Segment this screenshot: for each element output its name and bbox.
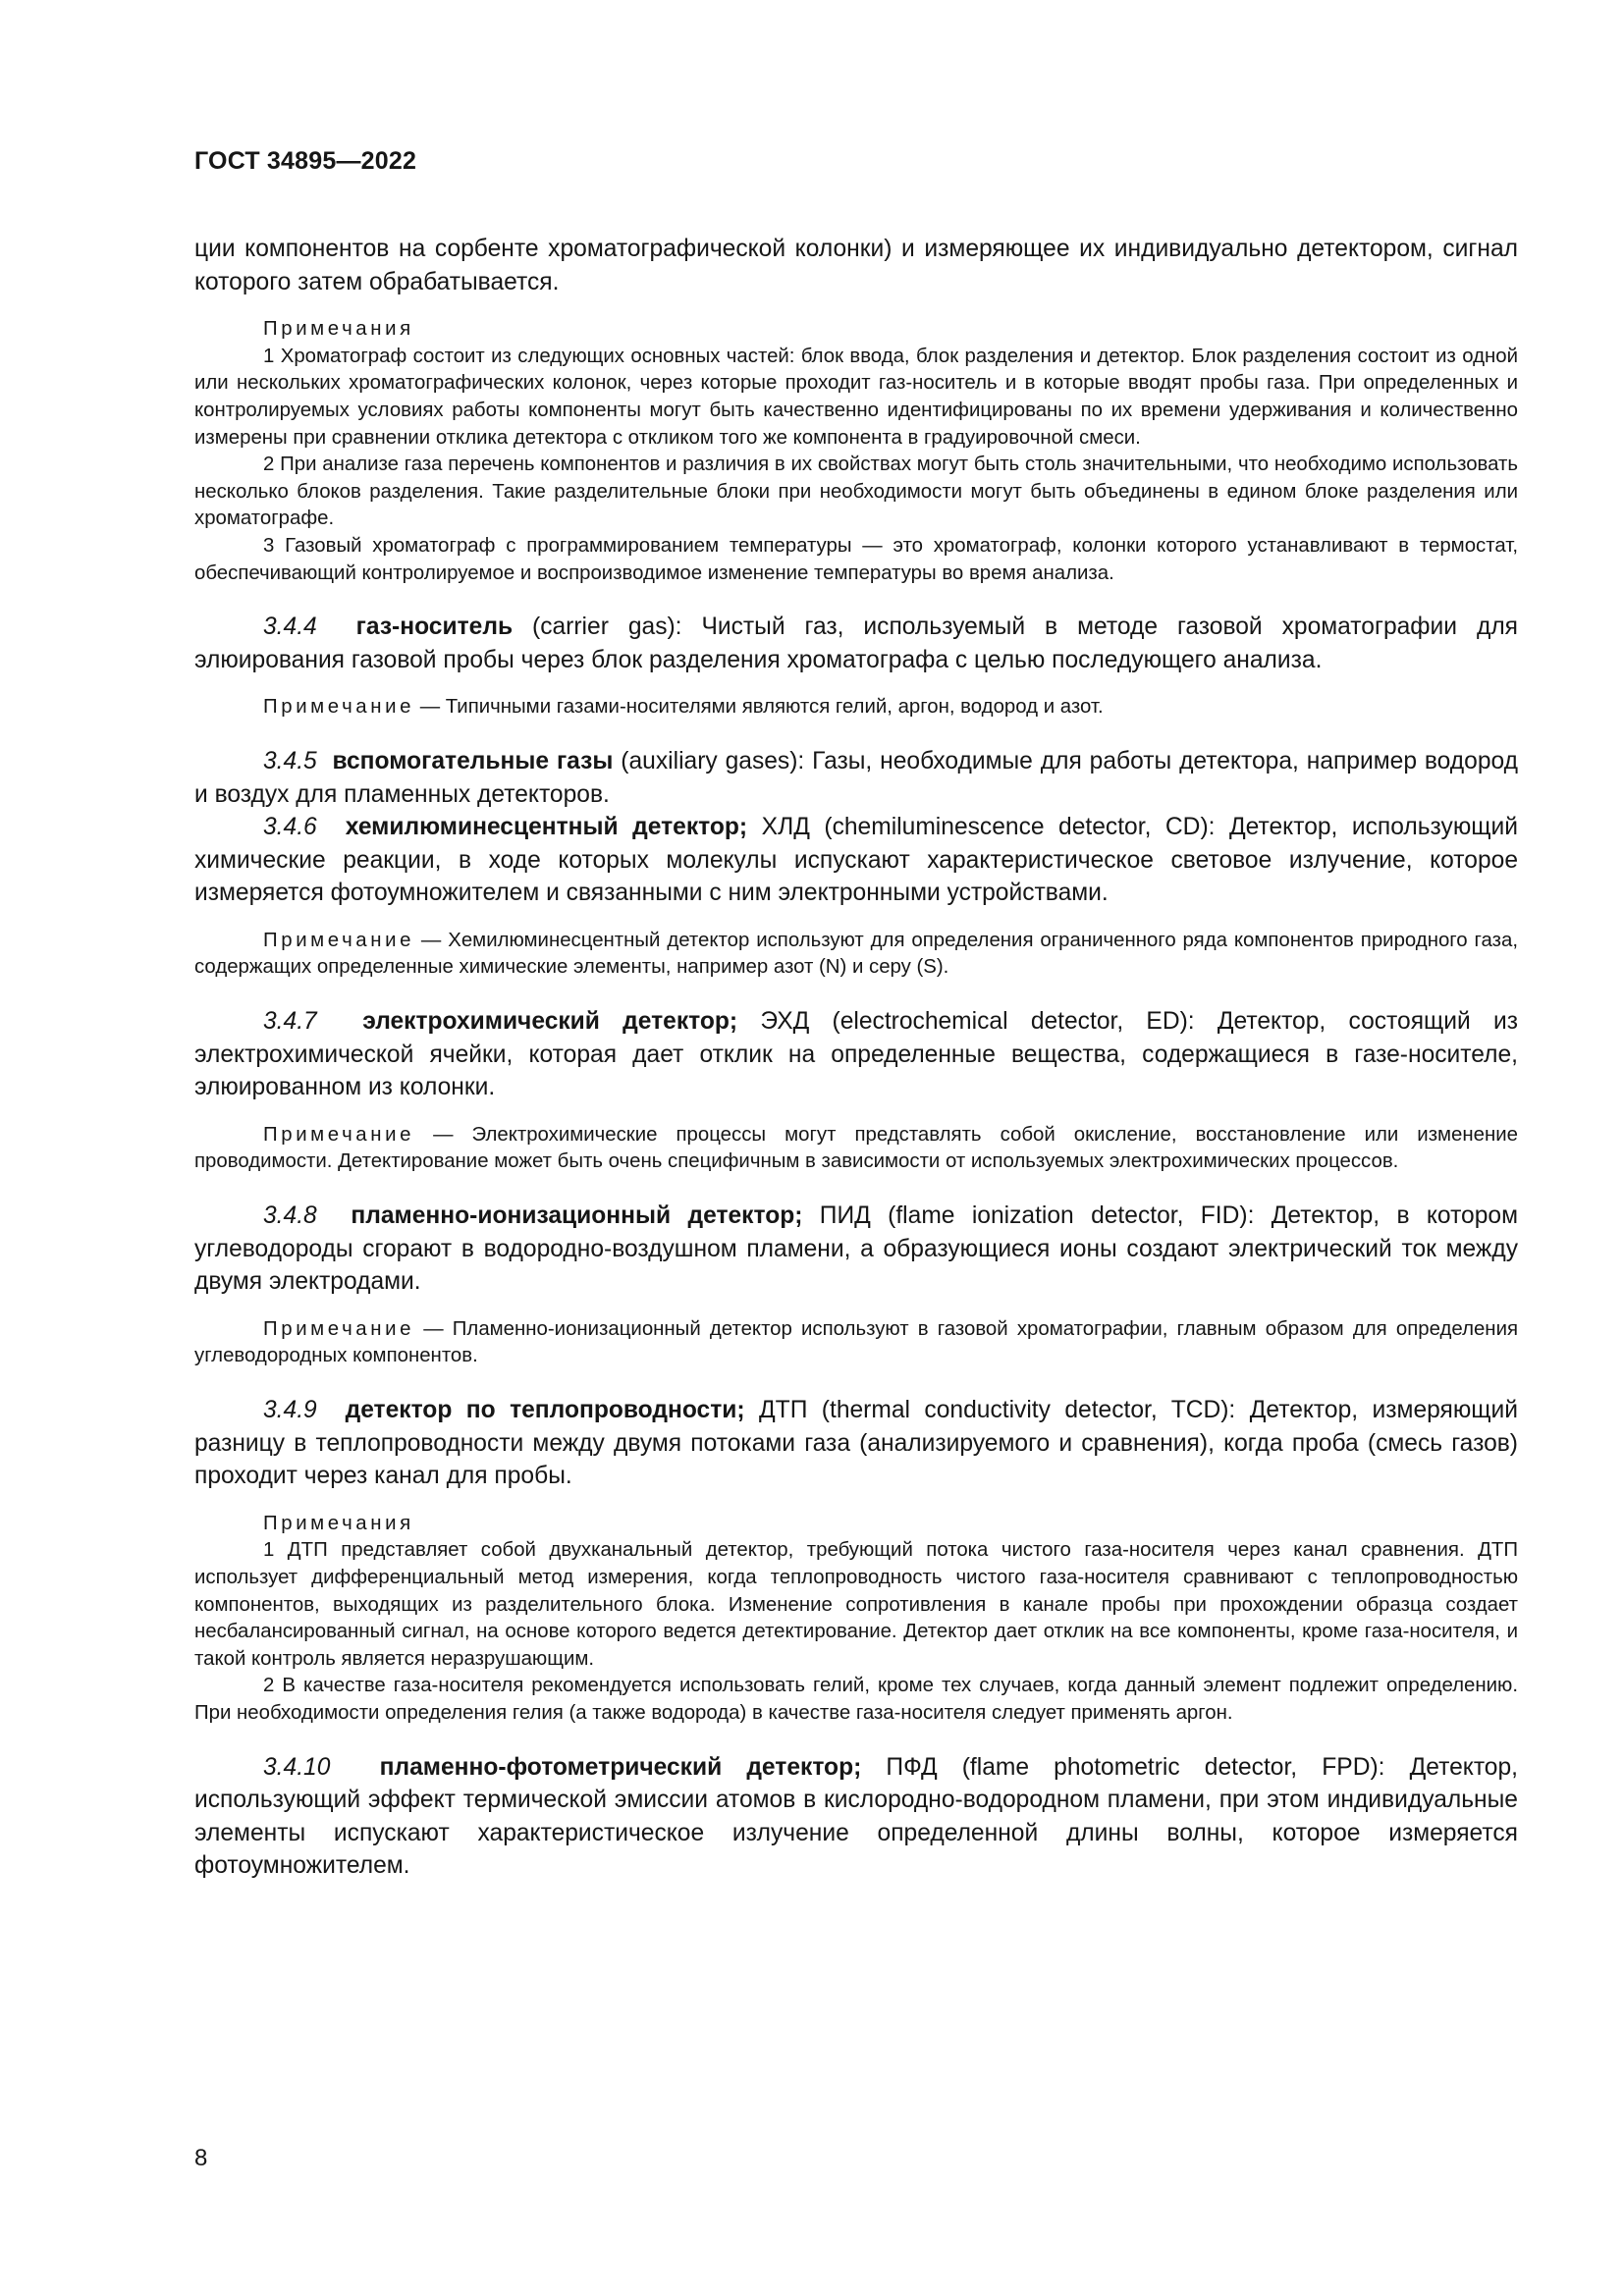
note-3-4-7: [194, 1122, 1518, 1176]
note-label: Примечание: [263, 1317, 415, 1340]
note-text: — Электрохимические процессы могут представлять собой окисление, восстановление или изменение проводимости. Детектирование может быть очень специфичным в зависимости от используемых электрохимических процессов.: [194, 1123, 1518, 1173]
term-3-4-6: [194, 811, 1518, 910]
term-name: вспомогательные газы: [332, 747, 614, 774]
term-definition: ХЛД (chemiluminescence detector, CD): Детектор, использующий химические реакции, в ходе которых молекулы испускают характеристическое световое излучение, которое измеряется фотоумножителем и связанными с ним электронными устройствами.: [194, 814, 1519, 907]
term-3-4-7: [194, 1005, 1518, 1104]
note-item: 1 Хроматограф состоит из следующих основных частей: блок ввода, блок разделения и детектор. Блок разделения состоит из одной или нескольких хроматографических колонок, через которые проходит газ-носитель и в которые вводят пробы газа. При определенных и контролируемых условиях работы компоненты могут быть качественно идентифицированы по их времени удерживания и количественно измерены при сравнении отклика детектора с откликом того же компонента в градуировочной смеси.: [194, 345, 1518, 449]
term-number: 3.4.9: [263, 1397, 317, 1423]
document-header: ГОСТ 34895—2022: [194, 147, 417, 175]
document-page: [194, 147, 1518, 1883]
note-3-4-4: [194, 694, 1518, 721]
notes-heading: Примечания: [263, 1512, 414, 1534]
term-3-4-8: [194, 1200, 1518, 1299]
term-number: 3.4.10: [263, 1753, 331, 1781]
term-number: 3.4.8: [263, 1202, 317, 1230]
note-3-4-8: [194, 1316, 1518, 1370]
term-name: газ-носитель: [355, 614, 514, 641]
term-name: пламенно-фотометрический детектор;: [379, 1753, 862, 1781]
note-item: 2 В качестве газа-носителя рекомендуется использовать гелий, кроме тех случаев, когда данный элемент подлежит определению. При необходимости определения гелия (а также водорода) в качестве газа-носителя следует применять аргон.: [194, 1675, 1518, 1724]
term-number: 3.4.4: [263, 614, 317, 641]
note-item: 1 ДТП представляет собой двухканальный детектор, требующий потока чистого газа-носителя через канал сравнения. ДТП использует дифференциальный метод измерения, когда теплопроводность чистого газа-носителя сравнивают с теплопроводностью компонентов, выходящих из разделительного блока. Изменение сопротивления в канале пробы при прохождении образца создает несбалансированный сигнал, на основе которого ведется детектирование. Детектор дает отклик на все компоненты, кроме газа-носителя, и такой контроль является неразрушающим.: [194, 1539, 1518, 1670]
note-text: — Хемилюминесцентный детектор используют для определения ограниченного ряда компонентов природного газа, содержащих определенные химические элементы, например азот (N) и серу (S).: [194, 929, 1518, 979]
term-number: 3.4.5: [263, 747, 317, 774]
term-3-4-9: [194, 1394, 1518, 1493]
term-definition: ДТП (thermal conductivity detector, TCD): Детектор, измеряющий разницу в теплопроводности между двумя потоками газа (анализируемого и сравнения), когда проба (смесь газов) проходит через канал для пробы.: [194, 1397, 1518, 1490]
note-text: — Пламенно-ионизационный детектор используют в газовой хроматографии, главным образом для определения углеводородных компонентов.: [194, 1317, 1518, 1367]
term-number: 3.4.6: [263, 814, 317, 841]
term-definition: (carrier gas): Чистый газ, используемый в методе газовой хроматографии для элюирования газовой пробы через блок разделения хроматографа с целью последующего анализа.: [194, 614, 1518, 673]
term-name: пламенно-ионизационный детектор;: [351, 1202, 803, 1230]
notes-block-3-4-9: [194, 1511, 1518, 1728]
term-3-4-4: [194, 611, 1518, 676]
term-definition: (auxiliary gases): Газы, необходимые для работы детектора, например водород и воздух для пламенных детекторов.: [194, 747, 1519, 808]
term-number: 3.4.7: [263, 1008, 317, 1036]
term-definition: ПИД (flame ionization detector, FID): Детектор, в котором углеводороды сгорают в водородно-воздушном пламени, а образующиеся ионы создают электрический ток между двумя электродами.: [194, 1202, 1519, 1296]
note-item: 3 Газовый хроматограф с программированием температуры — это хроматограф, колонки которого устанавливают в термостат, обеспечивающий контролируемое и воспроизводимое изменение температуры во время анализа.: [194, 534, 1518, 584]
term-name: хемилюминесцентный детектор;: [345, 814, 748, 841]
intro-paragraph: ции компонентов на сорбенте хроматографической колонки) и измеряющее их индивидуально детектором, сигнал которого затем обрабатывается.: [194, 236, 1518, 295]
term-name: электрохимический детектор;: [362, 1008, 738, 1036]
note-label: Примечание: [263, 929, 415, 951]
term-definition: ЭХД (electrochemical detector, ED): Детектор, состоящий из электрохимической ячейки, которая дает отклик на определенные вещества, содержащиеся в газе-носителе, элюированном из колонки.: [194, 1008, 1518, 1101]
term-definition: ПФД (flame photometric detector, FPD): Детектор, использующий эффект термической эмиссии атомов в кислородно-водородном пламени, при этом индивидуальные элементы испускают характеристическое излучение определенной длины волны, которое измеряется фотоумножителем.: [194, 1753, 1518, 1880]
notes-heading: Примечания: [263, 318, 414, 341]
term-name: детектор по теплопроводности;: [345, 1397, 745, 1423]
note-text: — Типичными газами-носителями являются гелий, аргон, водород и азот.: [414, 696, 1104, 719]
note-3-4-6: [194, 928, 1518, 982]
term-3-4-10: [194, 1751, 1518, 1883]
note-label: Примечание: [263, 1123, 415, 1146]
note-item: 2 При анализе газа перечень компонентов и различия в их свойствах могут быть столь значительными, что необходимо использовать несколько блоков разделения. Такие разделительные блоки при необходимости могут быть объединены в едином блоке разделения или хроматографе.: [194, 454, 1518, 530]
page-number: 8: [194, 2145, 208, 2171]
term-3-4-5: [194, 745, 1518, 811]
notes-block-3-4-3: [194, 316, 1518, 587]
note-label: Примечание: [263, 696, 415, 719]
